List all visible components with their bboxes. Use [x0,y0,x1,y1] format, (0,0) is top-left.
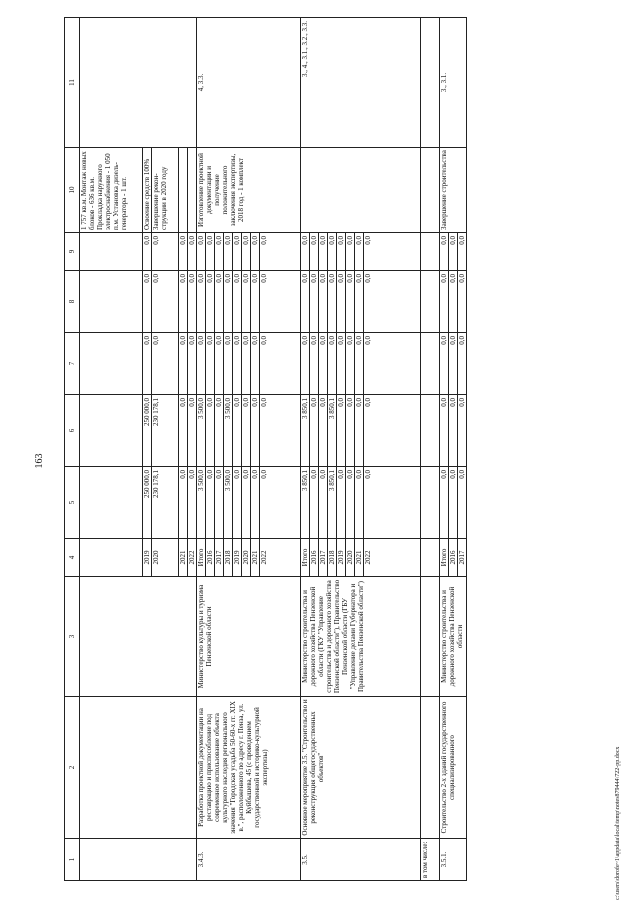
table-row: 2021 0,0 0,0 0,0 0,0 0,0 [179,18,188,881]
activity-name: Основное мероприятие 3.5. "Строительство и реконструкция общегосударственных объектов" [301,697,421,839]
table-row: 2020 230 178,1 230 178,1 0,0 0,0 0,0 Завершение рекон-струкции в 2020 году [152,18,179,881]
page-number: 163 [34,453,45,469]
table-row: 3.4.3. Разработка проектной документации на реставрацию и приспособление под современное использование объекта культурного наследия регионального значения "Городская усадьба 50-60-х гг. XIX в.", расположенного по адресу г. Пенза, ул. Куйбышева, 45 (с проведением государственной и историко-культурной экспертизы) Министерство культуры и туризма Пензенской области Итого 3 500,0 3 500,0 0,0 0,0 0,0 Изготовление проектной документации и получение положительного заключения экспертизы, 2018 год - 1 комплект 4, 3.3. [197,18,206,881]
executor: Министерство строительства и дорожного хозяйства Пензенской области [440,577,467,697]
col-header: 10 [65,148,80,233]
indicator-text [301,148,421,233]
col-header: 9 [65,233,80,271]
including-label: в том числе: [421,839,440,881]
row-number: 3.5.1. [440,839,467,881]
col-header: 8 [65,271,80,333]
table-row: 3.5.1. Строительство 2-х зданий государственного специализированного Министерство строительства и дорожного хозяйства Пензенской области Итого 0,0 0,0 0,0 0,0 0,0 Завершение строительства 3., 3.1. [440,18,449,881]
program-table: 1 2 3 4 5 6 7 8 9 10 11 1 757 кв.м. Монтаж новых блоков - 636 кв.м. Прокладка наружного электроснабжения - 1 050 п.м. Установка дизель-генератора - 1 шт. 2019 250 000,0 250 000,0 0,0 0,0 0,0 Освоение средств 100% 2020 230 178,1 230 178,1 0,0 0,0 0,0 Завершение рекон-струкции в 2020 году 2021 0,0 0,0 0,0 0,0 0,0 2022 0,0 0,0 0,0 0,0 0,0 3.4.3. Разработка проектной документации на реставрацию и приспособление под современное использование объекта культурного наследия регионального значения "Городская усадьба 50-60-х гг. XIX в.", расположенного по адресу г. Пенза, ул. Куйбышева, 45 (с проведением государственной и историко-культурной экспертизы) Министерство культуры и туризма Пензенской области Итого 3 500,0 3 500,0 0,0 0,0 0,0 Изготовление проектной документации и получение положительного заключения экспертизы, 2018 год - 1 комплект 4, 3.3. 2016 0,0 0,0 0,0 0,0 0,0 2017 0,0 0,0 0,0 0,0 0,0 2018 3 500,0 3 500,0 0,0 0,0 0,0 2019 0,0 0,0 0,0 0,0 0,0 2020 0,0 0,0 0,0 0,0 0,0 2021 0,0 0,0 0,0 0,0 0,0 2022 0,0 0,0 0,0 0,0 0,0 3.5. Основное мероприятие 3.5. "Строительство и реконструкция общегосударственных объектов" Министерство строительства и дорожного хозяйства Пензенской области (ГКУ "Управление строительства и дорожного хозяйства Пензенской области"), Правительство Пензенской области (ГБУ "Управление делами Губернатора и Правительства Пензенской области") Итого 3 850,1 3 850,1 0,0 0,0 0,0 3., 4., 3.1., 3.2., 3.3. 2016 0,0 0,0 0,0 0,0 0,0 2017 0,0 0,0 0,0 0,0 0,0 2018 3 850,1 3 850,1 0,0 0,0 0,0 2019 0,0 0,0 0,0 0,0 0,0 2020 0,0 0,0 0,0 0,0 0,0 2021 0,0 0,0 0,0 0,0 0,0 2022 0,0 0,0 0,0 0,0 0,0 в том числе: 3.5.1. Строительство 2-х зданий государственного специализированного Министерство строительства и дорожного хозяйства Пензенской области Итого 0,0 0,0 0,0 0,0 0,0 Завершение строительства 3., 3.1. 2016 0,0 0,0 0,0 0,0 0,0 2017 0,0 0,0 0,0 0,0 0,0 [64,17,467,881]
col-header: 1 [65,839,80,881]
indicator-text: Завершение строительства [440,148,467,233]
table-row [80,18,143,881]
col-header: 4 [65,539,80,577]
rotated-table-area [64,18,609,881]
indicator-text: 1 757 кв.м. Монтаж новых блоков - 636 кв.м. Прокладка наружного электроснабжения - 1 050 п.м. Установка дизель-генератора - 1 шт. [80,148,143,233]
table-row: 3.5. Основное мероприятие 3.5. "Строительство и реконструкция общегосударственных объектов" Министерство строительства и дорожного хозяйства Пензенской области (ГКУ "Управление строительства и дорожного хозяйства Пензенской области"), Правительство Пензенской области (ГБУ "Управление делами Губернатора и Правительства Пензенской области") Итого 3 850,1 3 850,1 0,0 0,0 0,0 3., 4., 3.1., 3.2., 3.3. [301,18,310,881]
table-row: 2019 250 000,0 250 000,0 0,0 0,0 0,0 Освоение средств 100% [143,18,152,881]
executor: Министерство строительства и дорожного хозяйства Пензенской области (ГКУ "Управление строительства и дорожного хозяйства Пензенской области"), Правительство Пензенской области (ГБУ "Управление делами Губернатора и Правительства Пензенской области") [301,577,421,697]
reference: 4, 3.3. [197,18,301,148]
activity-name: Разработка проектной документации на реставрацию и приспособление под современное использование объекта культурного наследия регионального значения "Городская усадьба 50-60-х гг. XIX в.", расположенного по адресу г. Пенза, ул. Куйбышева, 45 (с проведением государственной и историко-культурной экспертизы) [197,697,301,839]
col-header: 6 [65,395,80,467]
col-header: 2 [65,697,80,839]
column-number-row [65,18,80,881]
col-header: 7 [65,333,80,395]
activity-name: Строительство 2-х зданий государственного специализированного [440,697,467,839]
footer-file-path: c:\users\dorofe~1\appdata\local\temp\notes879444\722-pp.docx [615,746,621,900]
row-number: 3.4.3. [197,839,301,881]
col-header: 5 [65,467,80,539]
indicator-text: Изготовление проектной документации и получение положительного заключения экспертизы, 2018 год - 1 комплект [197,148,301,233]
row-number: 3.5. [301,839,421,881]
table-row [421,18,440,881]
reference: 3., 3.1. [440,18,467,148]
col-header: 11 [65,18,80,148]
col-header: 3 [65,577,80,697]
executor: Министерство культуры и туризма Пензенской области [197,577,301,697]
reference: 3., 4., 3.1., 3.2., 3.3. [301,18,421,148]
table-row: 2022 0,0 0,0 0,0 0,0 0,0 [188,18,197,881]
